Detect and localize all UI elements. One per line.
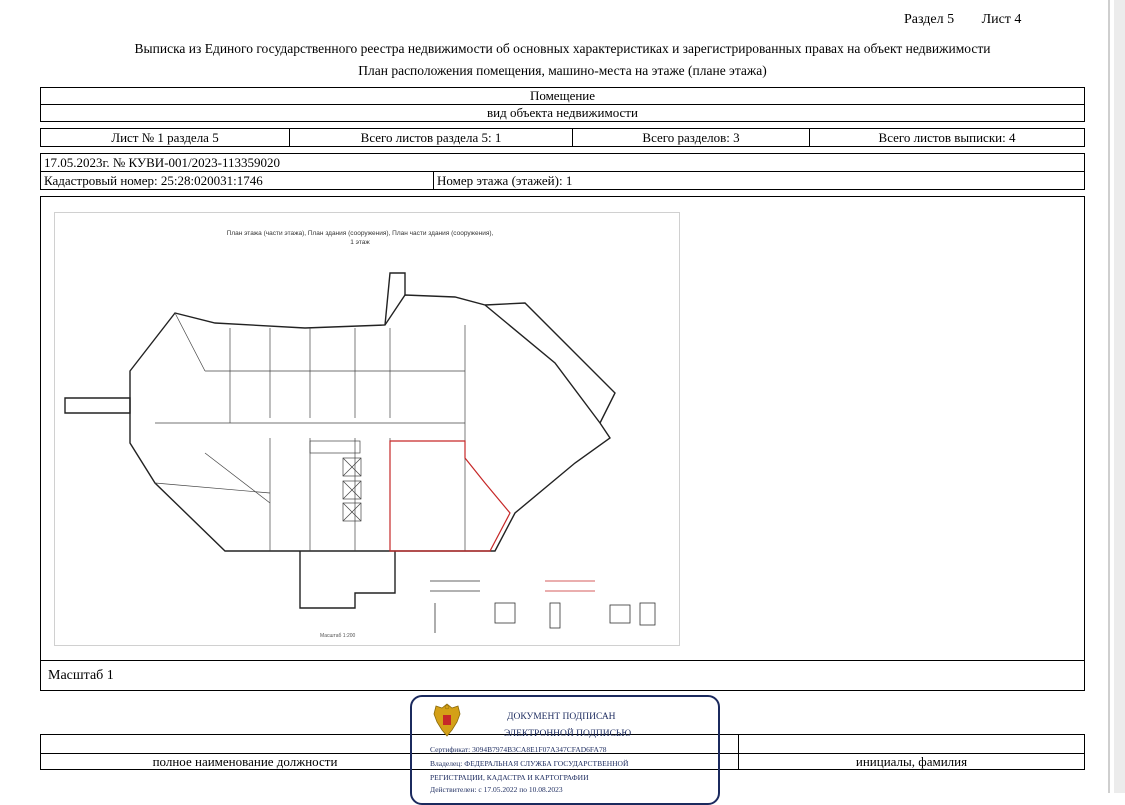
page-edge-shadow bbox=[1108, 0, 1110, 793]
highlighted-premises bbox=[390, 441, 510, 551]
scale-cell bbox=[40, 660, 1085, 691]
sheet-number: Лист № 1 раздела 5 bbox=[111, 129, 219, 145]
section-sheet-header bbox=[880, 12, 1021, 28]
position-caption: полное наименование должности bbox=[152, 754, 338, 769]
stamp-owner: Владелец: ФЕДЕРАЛЬНАЯ СЛУЖБА ГОСУДАРСТВЕННОЙ bbox=[430, 759, 629, 768]
cadastral-value: 25:28:020031:1746 bbox=[160, 172, 263, 188]
building-outline bbox=[65, 273, 615, 608]
floor-value: 1 bbox=[565, 172, 573, 188]
total-sheets-extract: Всего листов выписки: 4 bbox=[878, 129, 1016, 145]
object-type-cell bbox=[40, 87, 1085, 105]
floor-plan-image bbox=[54, 212, 680, 646]
page-edge-background bbox=[1114, 0, 1125, 793]
stamp-line1: ДОКУМЕНТ ПОДПИСАН bbox=[507, 712, 616, 722]
floor-number-cell bbox=[433, 171, 1085, 190]
coat-of-arms-icon bbox=[430, 702, 464, 738]
plan-caption-line1: План этажа (части этажа), План здания (сооружения), План части здания (сооружения), bbox=[226, 230, 494, 237]
plan-caption-line2: 1 этаж bbox=[350, 239, 370, 246]
document-subtitle: План расположения помещения, машино-места на этаже (плане этажа) bbox=[358, 63, 767, 78]
total-sections: Всего разделов: 3 bbox=[642, 129, 740, 145]
total-sections-cell bbox=[572, 128, 810, 147]
total-sheets-extract-cell bbox=[809, 128, 1085, 147]
document-number: 17.05.2023г. № КУВИ-001/2023-113359020 bbox=[44, 154, 280, 170]
electronic-signature-stamp bbox=[410, 695, 720, 805]
stamp-valid: Действителен: с 17.05.2022 по 10.08.2023 bbox=[430, 785, 563, 794]
stamp-owner2: РЕГИСТРАЦИИ, КАДАСТРА И КАРТОГРАФИИ bbox=[430, 773, 589, 782]
total-sheets-section: Всего листов раздела 5: 1 bbox=[360, 129, 502, 145]
sheet-number-cell bbox=[40, 128, 290, 147]
object-type-caption-cell bbox=[40, 104, 1085, 122]
document-title: Выписка из Единого государственного реестра недвижимости об основных характеристиках и зарегистрированных правах на объект недвижимости bbox=[134, 41, 991, 56]
cadastral-label: Кадастровый номер: bbox=[44, 172, 158, 188]
section-label: Раздел 5 bbox=[904, 12, 955, 27]
interior-walls bbox=[155, 313, 465, 551]
cadastral-number-cell bbox=[40, 171, 434, 190]
sheet-label: Лист 4 bbox=[981, 12, 1022, 27]
floor-label: Номер этажа (этажей): bbox=[437, 172, 563, 188]
plan-legend bbox=[430, 581, 655, 633]
plan-scale-small: Масштаб 1:200 bbox=[320, 633, 356, 639]
stamp-line2: ЭЛЕКТРОННОЙ ПОДПИСЬЮ bbox=[504, 729, 632, 739]
document-number-cell bbox=[40, 153, 1085, 172]
scale-label: Масштаб 1 bbox=[48, 667, 114, 683]
total-sheets-section-cell bbox=[289, 128, 573, 147]
initials-caption: инициалы, фамилия bbox=[855, 754, 968, 769]
floor-plan-drawing bbox=[55, 213, 679, 645]
object-type: Помещение bbox=[529, 88, 596, 103]
stamp-certificate: Сертификат: 3094B7974B3CA8E1F07A347CFAD6FA78 bbox=[430, 745, 607, 754]
object-type-caption: вид объекта недвижимости bbox=[487, 105, 638, 120]
